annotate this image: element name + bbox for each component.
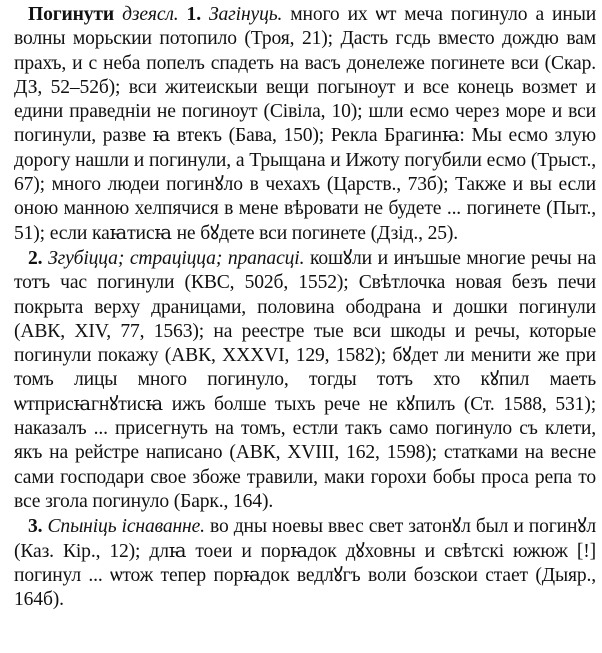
sense-gloss: Загінуць. <box>208 4 283 25</box>
sense-3 <box>14 515 596 612</box>
sense-number: 2. <box>28 247 43 269</box>
sense-gloss: Спыніць існаванне. <box>47 516 205 538</box>
sense-number: 3. <box>28 516 43 538</box>
sense-1 <box>14 3 596 246</box>
sense-number: 1. <box>186 4 201 25</box>
headword: Погинути <box>28 4 115 25</box>
sense-2 <box>14 247 596 514</box>
part-of-speech: дзеясл. <box>122 4 179 25</box>
sense-citations: во дны ноевы ввес свет затонꙋл был и погинꙋл (Каз. Кір., 12); длꙗ тоеи и порꙗдок дꙋховны и свѣтскі южюж [!] погинул ... ѡтож тепер порꙗдок ведлꙋгъ воли бозскои стает (Дыяр., 164б). <box>14 516 596 611</box>
sense-gloss: Згубіцца; страціцца; прапасці. <box>48 247 305 269</box>
sense-citations: много их ѡт меча погинуло а иныи волны морьскии потопило (Троя, 21); Дасть гсдь вместо дождю вам прахъ, и с неба попелъ спадеть на васъ донележе погинете вси (Скар. ДЗ, 52–52б); вси житеискыи вещи погыноут и все конець возмет и едини праведніи не погиноут (Сівіла, 10); шли есмо через море и вси погинули, разве ꙗ втекъ (Бава, 150); Рекла Брагинꙗ: Мы есмо злую дорогу нашли и погинули, а Трыщана и Ижоту погубили есмо (Трыст., 67); много людеи погинꙋло в чехахъ (Царств., 73б); Также и вы если оною манною хелпячися в мене вѣровати не будете ... погинете (Пыт., 51); если каꙗтисꙗ не бꙋдете вси погинете (Дзід., 25). <box>14 4 597 244</box>
sense-citations: кошꙋли и инъшые многие речы на тотъ час погинули (КВС, 502б, 1552); Свѣтлочка новая безъ печи покрыта верху драницами, половина ободрана и дошки погинули (АВК, XIV, 77, 1563); на реестре тые вси шкоды и речы, которые погинули покажу (АВК, XXXVI, 129, 1582); бꙋдет ли менити же при томъ лицы много погинуло, тогды тотъ хто кꙋпил маеть ѡтприсꙗгнꙋтисꙗ ижъ болше тыхъ рече не кꙋпилъ (Ст. 1588, 531); наказалъ ... присегнуть на томъ, естли такъ само погинуло съ клети, якъ на рейстре написано (АВК, XVIII, 162, 1598); статками на весне сами господари свое збоже травили, маки горохи бобы проса репа то все згола погинуло (Барк., 164). <box>14 247 597 512</box>
